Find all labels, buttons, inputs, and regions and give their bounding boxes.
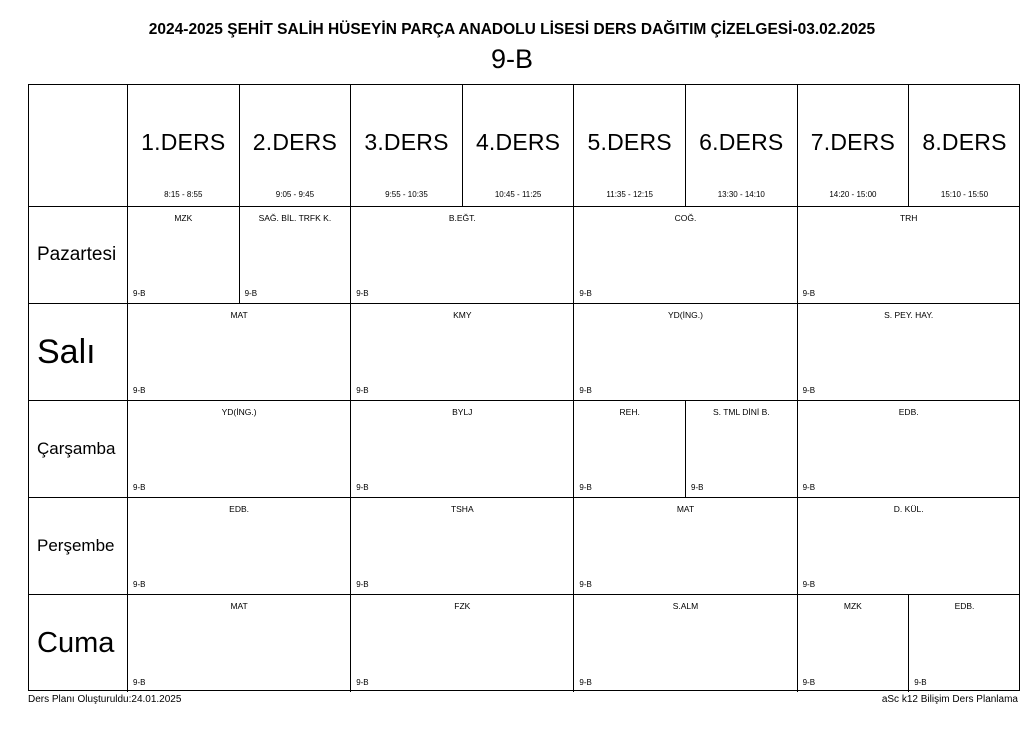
lesson-subject: TRH (899, 213, 918, 223)
lesson-subject: FZK (454, 601, 471, 611)
lesson-subject: EDB. (954, 601, 975, 611)
period-time: 9:05 - 9:45 (275, 190, 315, 199)
lesson-cell (797, 207, 1020, 304)
period-header (239, 85, 351, 207)
lesson-class: 9-B (133, 289, 146, 298)
lesson-class: 9-B (691, 483, 704, 492)
lesson-class: 9-B (133, 386, 146, 395)
day-name: Perşembe (37, 536, 115, 555)
lesson-cell (573, 498, 796, 595)
lesson-cell (573, 401, 685, 498)
lesson-subject: MAT (230, 601, 248, 611)
lesson-subject: MAT (676, 504, 695, 514)
lesson-cell (797, 304, 1020, 401)
lesson-cell (350, 304, 573, 401)
lesson-class: 9-B (133, 483, 146, 492)
lesson-cell (797, 498, 1020, 595)
lesson-class: 9-B (802, 386, 816, 395)
page-title: 2024-2025 ŞEHİT SALİH HÜSEYİN PARÇA ANADOLU LİSESİ DERS DAĞITIM ÇİZELGESİ-03.02.2025 (148, 21, 876, 38)
timetable-grid (28, 84, 1020, 691)
period-time: 14:20 - 15:00 (829, 190, 877, 199)
lesson-class: 9-B (356, 678, 369, 687)
lesson-cell (573, 595, 796, 692)
lesson-class: 9-B (802, 483, 816, 492)
lesson-cell (350, 498, 573, 595)
lesson-cell (908, 595, 1020, 692)
lesson-cell (350, 207, 573, 304)
header-corner (29, 85, 127, 207)
lesson-cell (239, 207, 351, 304)
lesson-subject: S. PEY. HAY. (884, 310, 934, 320)
lesson-subject: KMY (453, 310, 472, 320)
lesson-subject: SAĞ. BİL. TRFK K. (258, 213, 332, 223)
period-time: 13:30 - 14:10 (717, 190, 765, 199)
lesson-subject: EDB. (229, 504, 250, 514)
period-header (908, 85, 1020, 207)
period-header (573, 85, 685, 207)
period-time: 15:10 - 15:50 (940, 190, 989, 199)
lesson-cell (127, 304, 350, 401)
lesson-cell (350, 595, 573, 692)
lesson-class: 9-B (802, 678, 816, 687)
lesson-subject: TSHA (450, 504, 474, 514)
period-label: 3.DERS (364, 129, 449, 155)
lesson-cell (797, 401, 1020, 498)
lesson-subject: B.EĞT. (448, 213, 476, 223)
day-label-cell (29, 304, 127, 401)
lesson-subject: D. KÜL. (893, 504, 924, 514)
day-label-cell (29, 401, 127, 498)
lesson-cell (573, 207, 796, 304)
lesson-subject: MZK (174, 213, 193, 223)
lesson-subject: S.ALM (672, 601, 699, 611)
lesson-class: 9-B (244, 289, 258, 298)
day-name: Pazartesi (37, 244, 117, 265)
lesson-cell (127, 401, 350, 498)
footer-software: aSc k12 Bilişim Ders Planlama (881, 694, 1018, 705)
lesson-subject: YD(İNG.) (668, 310, 703, 320)
lesson-subject: S. TML DİNİ B. (712, 407, 770, 417)
lesson-subject: YD(İNG.) (221, 407, 257, 417)
period-label: 4.DERS (475, 129, 561, 155)
day-name: Çarşamba (37, 439, 116, 458)
lesson-class: 9-B (579, 386, 592, 395)
lesson-class: 9-B (579, 678, 592, 687)
lesson-class: 9-B (133, 580, 146, 589)
day-label-cell (29, 498, 127, 595)
lesson-cell (127, 498, 350, 595)
lesson-class: 9-B (356, 483, 369, 492)
period-time: 11:35 - 12:15 (606, 190, 653, 199)
lesson-subject: COĞ. (674, 213, 697, 223)
day-name: Salı (37, 332, 96, 371)
class-name: 9-B (490, 44, 534, 74)
lesson-class: 9-B (133, 678, 146, 687)
period-header (797, 85, 909, 207)
day-name: Cuma (37, 627, 115, 659)
period-header (685, 85, 797, 207)
lesson-subject: EDB. (898, 407, 919, 417)
period-label: 8.DERS (922, 129, 1007, 155)
lesson-class: 9-B (579, 580, 592, 589)
period-header (462, 85, 574, 207)
period-label: 2.DERS (252, 129, 338, 155)
period-label: 1.DERS (141, 129, 226, 155)
lesson-class: 9-B (356, 289, 369, 298)
period-time: 10:45 - 11:25 (494, 190, 542, 199)
lesson-cell (127, 595, 350, 692)
day-label-cell (29, 207, 127, 304)
lesson-class: 9-B (802, 580, 816, 589)
lesson-cell (127, 207, 239, 304)
lesson-class: 9-B (356, 386, 369, 395)
lesson-subject: REH. (619, 407, 640, 417)
lesson-subject: MZK (843, 601, 862, 611)
lesson-class: 9-B (579, 289, 592, 298)
lesson-class: 9-B (356, 580, 369, 589)
lesson-cell (685, 401, 797, 498)
lesson-cell (797, 595, 909, 692)
period-time: 8:15 - 8:55 (164, 190, 203, 199)
lesson-cell (350, 401, 573, 498)
lesson-subject: MAT (230, 310, 248, 320)
lesson-class: 9-B (914, 678, 927, 687)
period-header (350, 85, 462, 207)
lesson-subject: BYLJ (452, 407, 473, 417)
period-label: 5.DERS (587, 129, 672, 155)
period-label: 6.DERS (699, 129, 784, 155)
day-label-cell (29, 595, 127, 692)
period-label: 7.DERS (810, 129, 896, 155)
footer-created-date: Ders Planı Oluşturuldu:24.01.2025 (28, 694, 182, 705)
period-header (127, 85, 239, 207)
lesson-cell (573, 304, 796, 401)
period-time: 9:55 - 10:35 (385, 190, 428, 199)
lesson-class: 9-B (802, 289, 816, 298)
lesson-class: 9-B (579, 483, 592, 492)
